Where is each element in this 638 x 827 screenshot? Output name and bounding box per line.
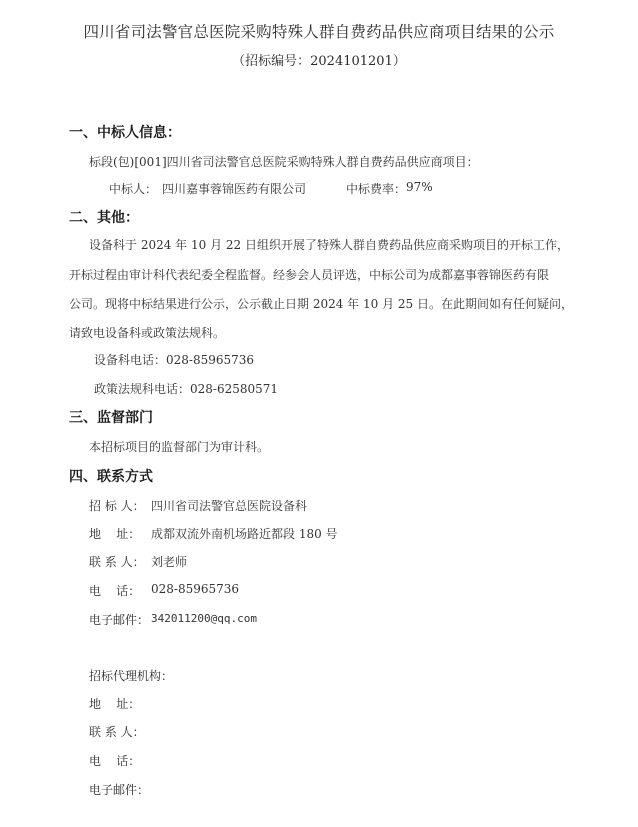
contact-value-address: 成都双流外南机场路近都段 180 号 xyxy=(151,527,338,541)
contact-value-email[interactable]: 342011200@qq.com xyxy=(151,612,257,625)
contact-label-person: 联 系 人： xyxy=(89,555,145,569)
contact-label-address: 地 址： xyxy=(89,527,141,541)
section-heading-supervision: 三、监督部门 xyxy=(69,410,153,426)
tender-number: （招标编号：2024101201） xyxy=(232,54,406,69)
equipment-dept-phone: 设备科电话：028-85965736 xyxy=(94,353,255,367)
policy-dept-phone: 政策法规科电话：028-62580571 xyxy=(94,382,279,396)
lot-line: 标段(包)[001]四川省司法警官总医院采购特殊人群自费药品供应商项目： xyxy=(89,155,479,169)
contact-value-person: 刘老师 xyxy=(151,555,188,569)
supervision-text: 本招标项目的监督部门为审计科。 xyxy=(89,440,270,454)
paragraph-line: 开标过程由审计科代表纪委全程监督。经参会人员评选，中标公司为成都嘉事蓉锦医药有限 xyxy=(69,268,550,282)
section-heading-contact: 四、联系方式 xyxy=(69,469,153,485)
winner-label: 中标人： xyxy=(109,182,158,196)
agency-label-phone: 电 话： xyxy=(89,754,141,768)
document-title: 四川省司法警官总医院采购特殊人群自费药品供应商项目结果的公示 xyxy=(83,23,555,41)
section-heading-winner: 一、中标人信息： xyxy=(69,125,181,141)
agency-label-email: 电子邮件： xyxy=(89,783,150,797)
winner-name: 四川嘉事蓉锦医药有限公司 xyxy=(162,182,307,196)
rate-label: 中标费率： xyxy=(346,182,407,196)
contact-value-tenderer: 四川省司法警官总医院设备科 xyxy=(151,499,308,513)
agency-heading: 招标代理机构： xyxy=(89,669,174,683)
agency-label-address: 地 址： xyxy=(89,697,141,711)
paragraph-line: 请致电设备科或政策法规科。 xyxy=(69,326,226,340)
contact-label-email: 电子邮件： xyxy=(89,613,150,627)
paragraph-line: 公司。现将中标结果进行公示，公示截止日期 2024 年 10 月 25 日。在此期间如有任何疑问， xyxy=(69,297,573,311)
contact-value-phone: 028-85965736 xyxy=(151,582,240,596)
section-heading-other: 二、其他： xyxy=(69,210,139,226)
rate-value: 97% xyxy=(406,180,433,194)
contact-label-phone: 电 话： xyxy=(89,584,141,598)
agency-label-person: 联 系 人： xyxy=(89,725,145,739)
contact-label-tenderer: 招 标 人： xyxy=(89,499,145,513)
paragraph-line: 设备科于 2024 年 10 月 22 日组织开展了特殊人群自费药品供应商采购项目的开标工作， xyxy=(89,238,569,252)
